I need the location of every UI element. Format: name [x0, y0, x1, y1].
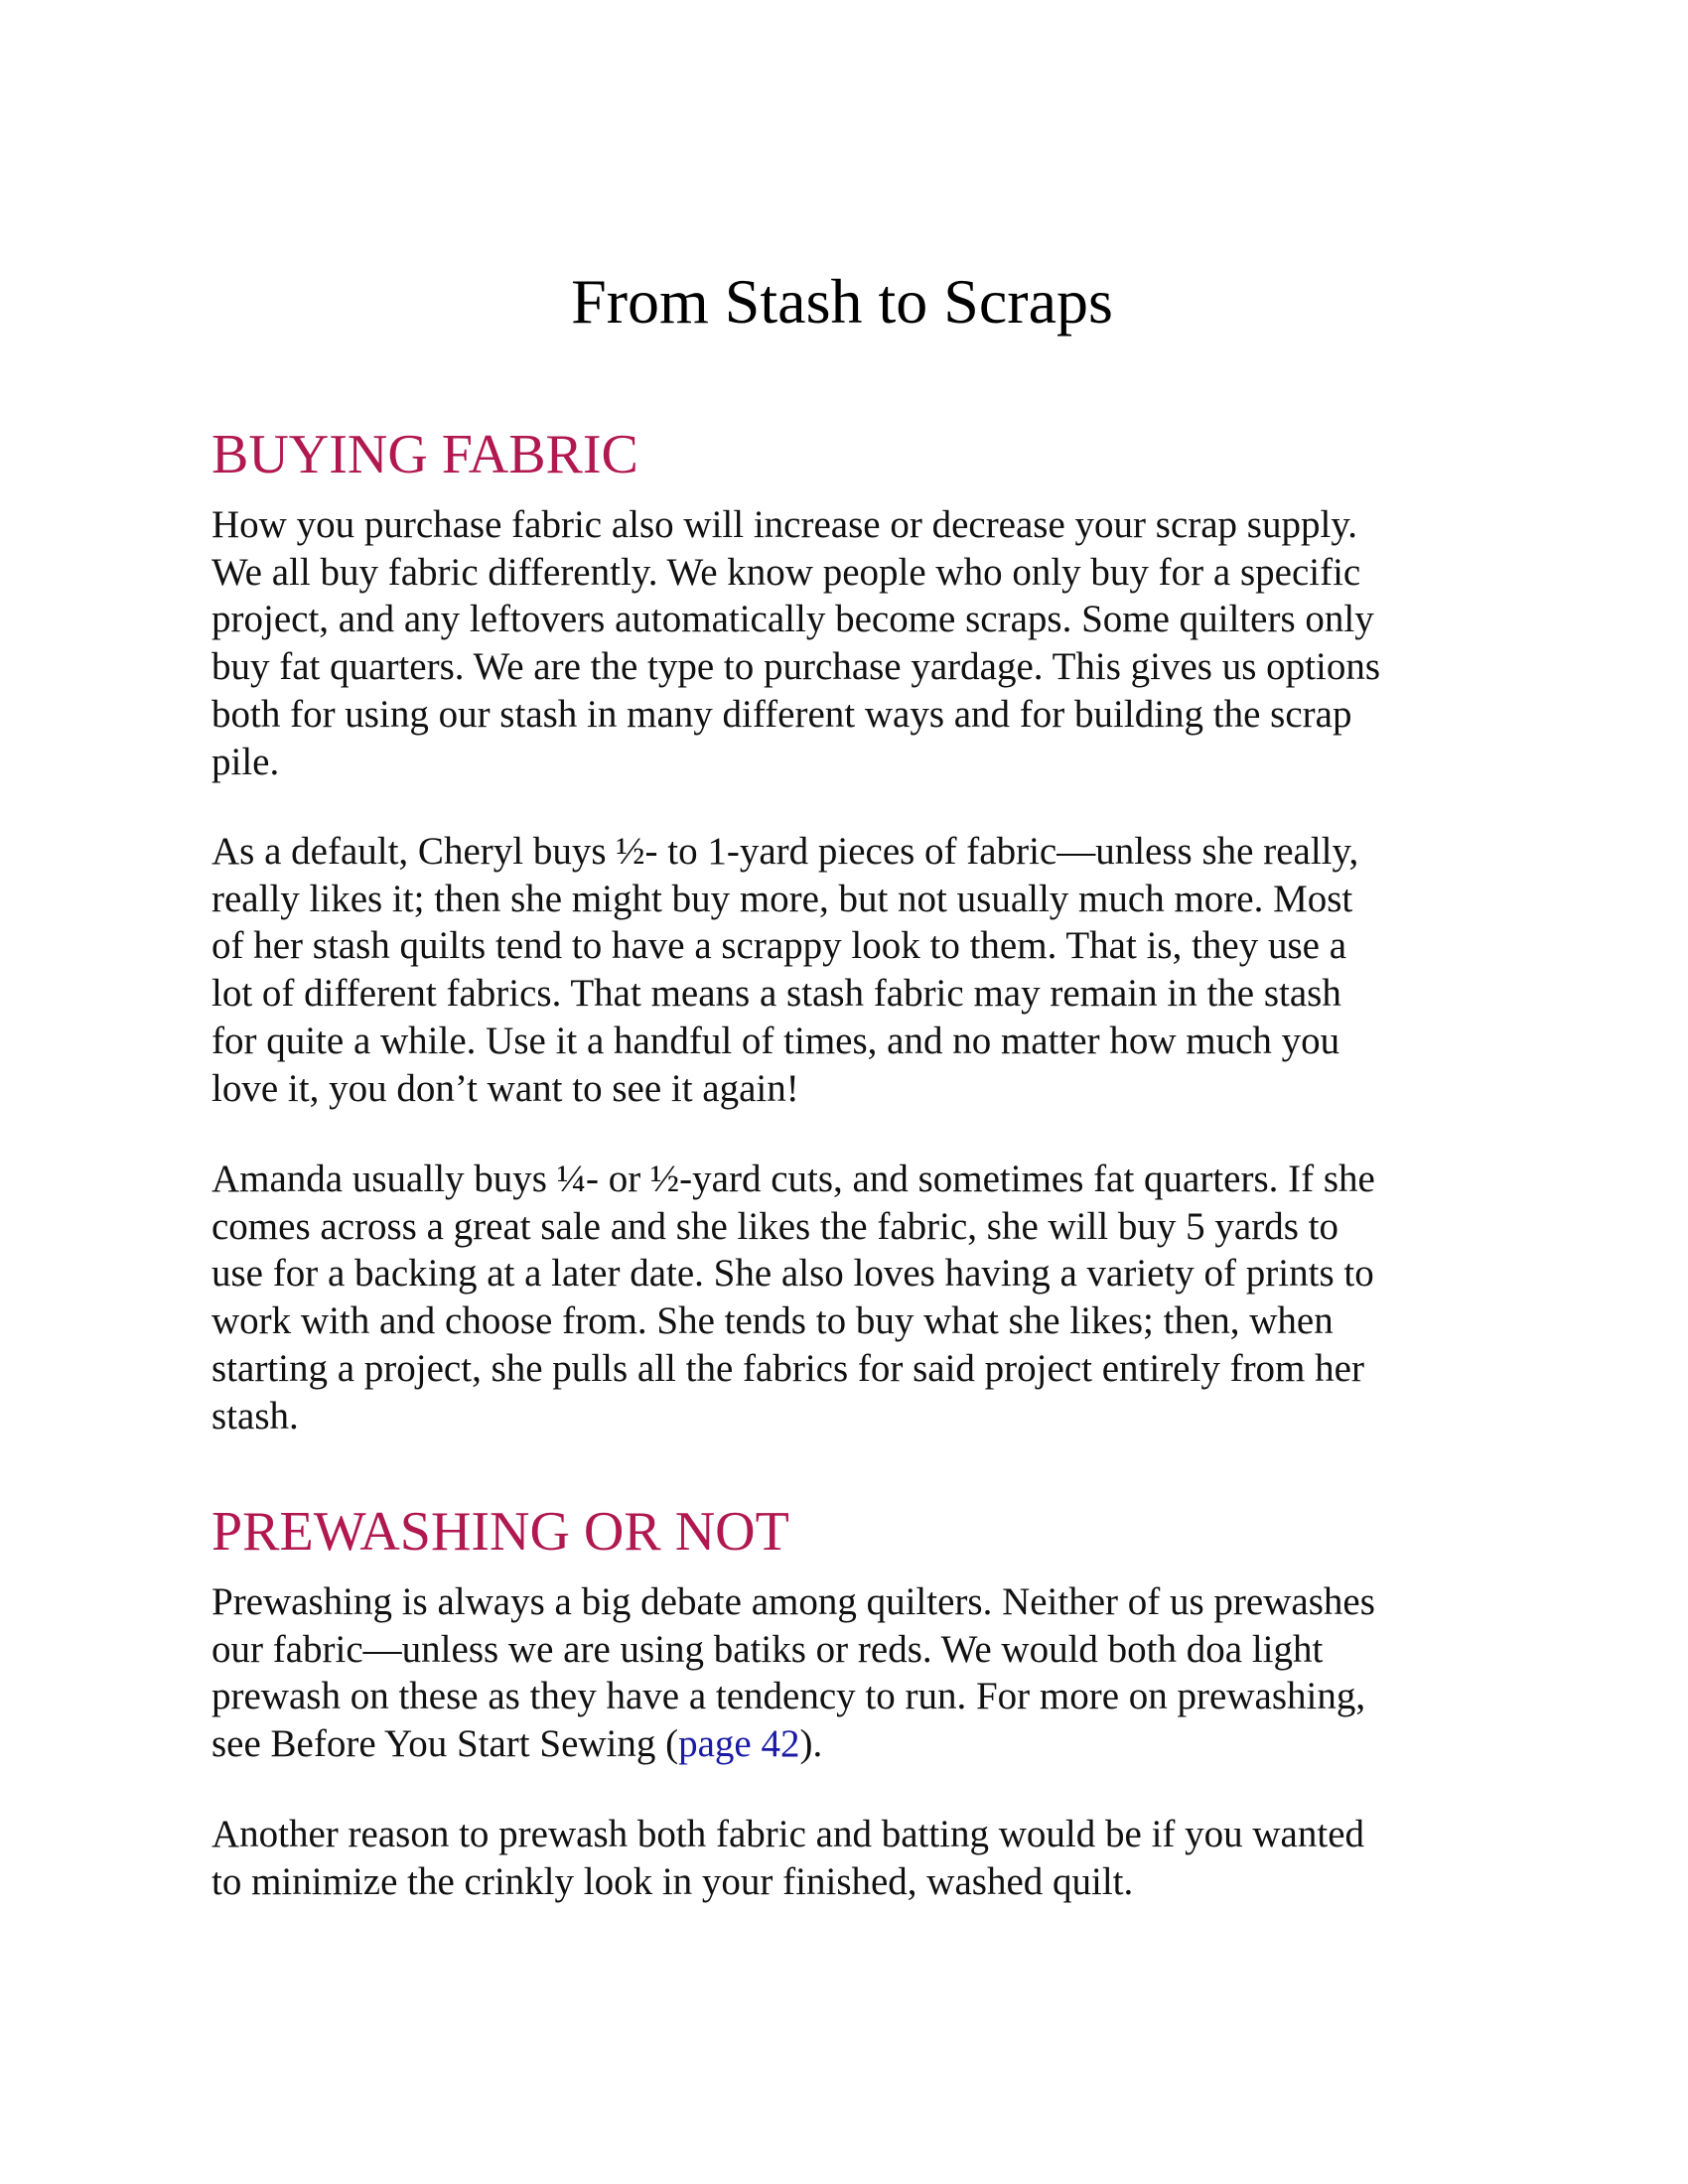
text-line: starting a project, she pulls all the fabrics for said project entirely from her	[211, 1346, 1364, 1390]
paragraph-prewashing-2	[211, 1811, 1492, 1905]
section-heading-buying-fabric: BUYING FABRIC	[211, 424, 638, 485]
paragraph-prewashing-1	[211, 1578, 1492, 1768]
text-line: our fabric—unless we are using batiks or reds. We would both doa light	[211, 1627, 1324, 1671]
text-line: lot of different fabrics. That means a stash fabric may remain in the stash	[211, 972, 1341, 1016]
page-42-link[interactable]: page 42	[678, 1722, 800, 1766]
text-fragment: see Before You Start Sewing (	[211, 1722, 679, 1766]
text-line: project, and any leftovers automatically become scraps. Some quilters only	[211, 598, 1374, 641]
text-line: As a default, Cheryl buys ½- to 1-yard pieces of fabric—unless she really,	[211, 830, 1359, 873]
text-line: work with and choose from. She tends to buy what she likes; then, when	[211, 1299, 1334, 1343]
text-line: for quite a while. Use it a handful of times, and no matter how much you	[211, 1019, 1340, 1062]
text-line: comes across a great sale and she likes the fabric, she will buy 5 yards to	[211, 1204, 1338, 1248]
text-line: of her stash quilts tend to have a scrappy look to them. That is, they use a	[211, 924, 1347, 968]
text-line: love it, you don’t want to see it again!	[211, 1066, 799, 1110]
text-line-with-link	[211, 1720, 1492, 1768]
text-line: Amanda usually buys ¼- or ½-yard cuts, and sometimes fat quarters. If she	[211, 1158, 1375, 1200]
text-line: How you purchase fabric also will increase or decrease your scrap supply.	[211, 503, 1358, 546]
paragraph-buying-1	[211, 501, 1492, 785]
section-heading-prewashing: PREWASHING OR NOT	[211, 1501, 789, 1563]
text-line: really likes it; then she might buy more, but not usually much more. Most	[211, 877, 1353, 920]
text-fragment: ).	[799, 1722, 823, 1766]
text-line: buy fat quarters. We are the type to purchase yardage. This gives us options	[211, 645, 1381, 689]
text-line: both for using our stash in many different ways and for building the scrap	[211, 692, 1352, 736]
paragraph-buying-2	[211, 828, 1492, 1112]
text-line: stash.	[211, 1394, 299, 1437]
text-line: Another reason to prewash both fabric and batting would be if you wanted	[211, 1813, 1365, 1855]
text-line: pile.	[211, 740, 280, 783]
text-line: Prewashing is always a big debate among quilters. Neither of us prewashes	[211, 1580, 1375, 1623]
text-line: We all buy fabric differently. We know people who only buy for a specific	[211, 550, 1361, 594]
text-line: to minimize the crinkly look in your finished, washed quilt.	[211, 1859, 1134, 1903]
paragraph-buying-3	[211, 1156, 1492, 1439]
text-line: prewash on these as they have a tendency to run. For more on prewashing,	[211, 1675, 1366, 1718]
text-line: use for a backing at a later date. She also loves having a variety of prints to	[211, 1252, 1374, 1296]
page-title: From Stash to Scraps	[571, 266, 1113, 337]
